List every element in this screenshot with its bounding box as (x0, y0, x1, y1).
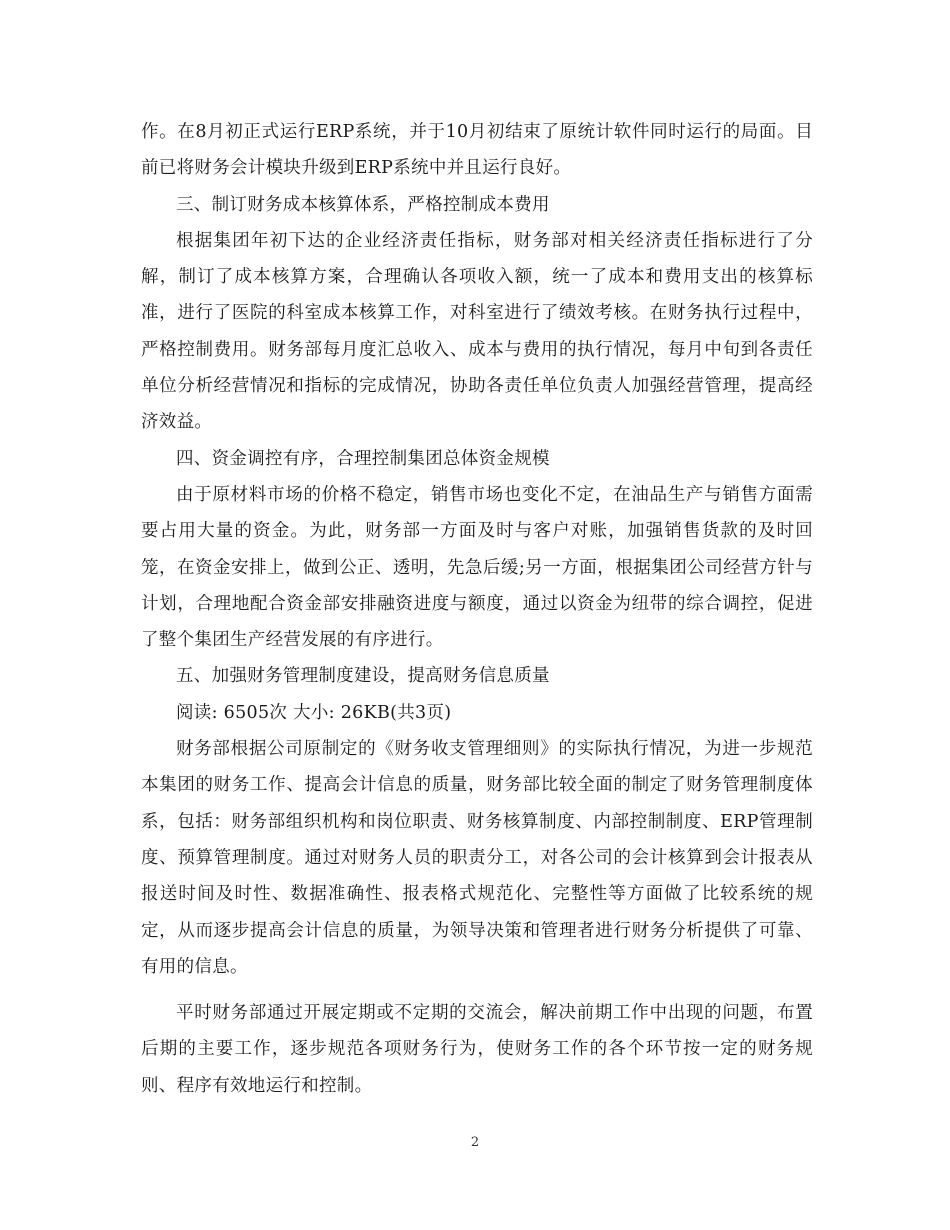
paragraph-management-system: 财务部根据公司原制定的《财务收支管理细则》的实际执行情况，为进一步规范本集团的财务工作、提高会计信息的质量，财务部比较全面的制定了财务管理制度体系，包括：财务部组织机构和岗位职责、财务核算制度、内部控制制度、ERP管理制度、预算管理制度。通过对财务人员的职责分工，对各公司的会计核算到会计报表从报送时间及时性、数据准确性、报表格式规范化、完整性等方面做了比较系统的规定，从而逐步提高会计信息的质量，为领导决策和管理者进行财务分析提供了可靠、有用的信息。 (141, 739, 813, 977)
paragraph-erp-continuation: 作。在8月初正式运行ERP系统，并于10月初结束了原统计软件同时运行的局面。目前已将财务会计模块升级到ERP系统中并且运行良好。 (141, 122, 813, 179)
paragraph-exchange-meetings: 平时财务部通过开展定期或不定期的交流会，解决前期工作中出现的问题，布置后期的主要工作，逐步规范各项财务行为，使财务工作的各个环节按一定的财务规则、程序有效地运行和控制。 (141, 1003, 813, 1096)
paragraph-cost-accounting: 根据集团年初下达的企业经济责任指标，财务部对相关经济责任指标进行了分解，制订了成本核算方案，合理确认各项收入额，统一了成本和费用支出的核算标准，进行了医院的科室成本核算工作，对科室进行了绩效考核。在财务执行过程中，严格控制费用。财务部每月度汇总收入、成本与费用的执行情况，每月中旬到各责任单位分析经营情况和指标的完成情况，协助各责任单位负责人加强经营管理，提高经济效益。 (141, 230, 813, 433)
heading-section-four: 四、资金调控有序，合理控制集团总体资金规模 (176, 448, 550, 469)
heading-section-three: 三、制订财务成本核算体系，严格控制成本费用 (176, 194, 550, 215)
read-count-info: 阅读: 6505次 大小: 26KB(共3页) (176, 702, 452, 723)
heading-section-five: 五、加强财务管理制度建设，提高财务信息质量 (176, 666, 550, 687)
paragraph-funds-control: 由于原材料市场的价格不稳定，销售市场也变化不定，在油品生产与销售方面需要占用大量的资金。为此，财务部一方面及时与客户对账，加强销售货款的及时回笼，在资金安排上，做到公正、透明，先急后缓;另一方面，根据集团公司经营方针与计划，合理地配合资金部安排融资进度与额度，通过以资金为纽带的综合调控，促进了整个集团生产经营发展的有序进行。 (141, 484, 813, 651)
page-number: 2 (470, 1135, 480, 1150)
document-body (141, 114, 813, 1104)
